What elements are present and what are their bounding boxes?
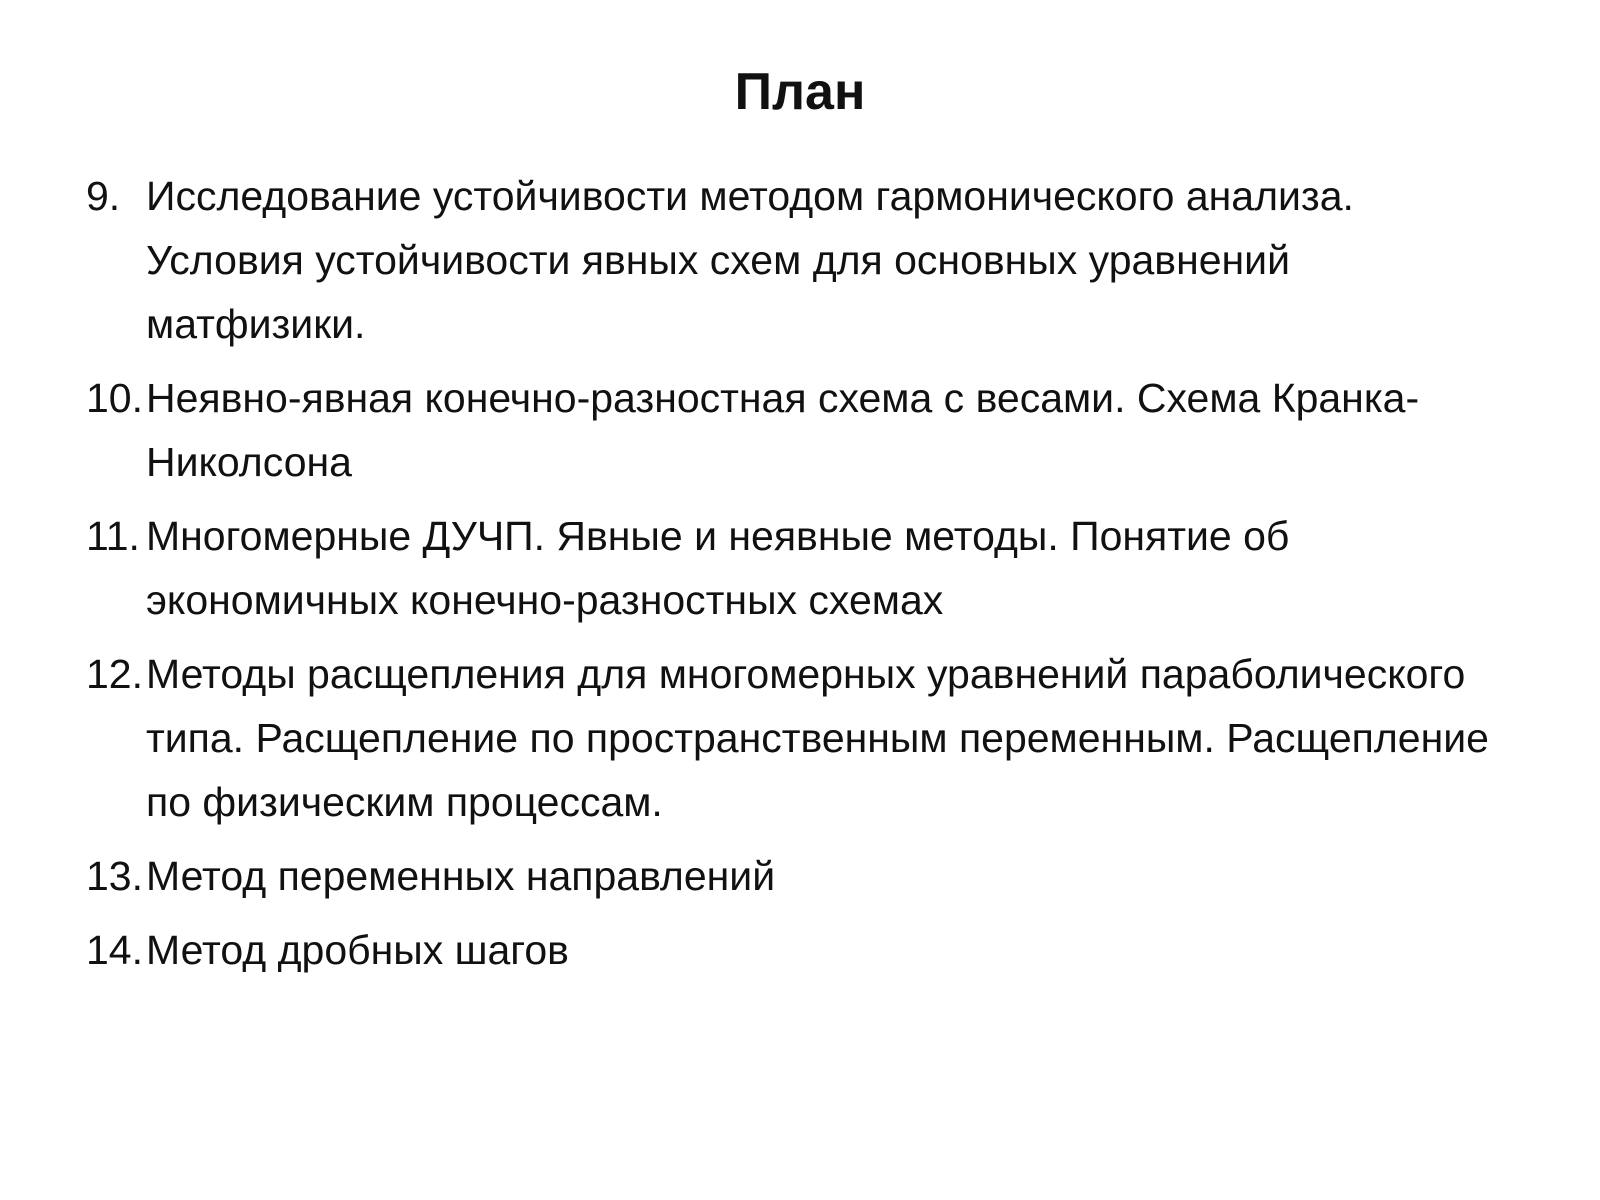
plan-item-number: 9. [86, 173, 121, 219]
plan-item-number: 12. [86, 651, 143, 697]
plan-item-number: 14. [86, 927, 143, 973]
plan-item-number: 11. [86, 513, 140, 559]
plan-item-10 [86, 366, 1506, 494]
plan-item-text: Неявно-явная конечно-разностная схема с весами. Схема Кранка-Николсона [146, 375, 1420, 485]
plan-item-number: 13. [86, 853, 143, 899]
plan-item-text: Метод переменных направлений [146, 853, 776, 899]
plan-item-text: Многомерные ДУЧП. Явные и неявные методы. Понятие об экономичных конечно-разностных схемах [146, 513, 1290, 623]
plan-item-11 [86, 504, 1506, 632]
plan-item-text: Метод дробных шагов [146, 927, 569, 973]
plan-item-text: Исследование устойчивости методом гармонического анализа. Условия устойчивости явных схем для основных уравнений матфизики. [146, 173, 1354, 347]
plan-item-13 [86, 844, 1506, 908]
plan-item-14 [86, 918, 1506, 982]
slide-title: План [734, 63, 866, 121]
plan-item-text: Методы расщепления для многомерных уравнений параболического типа. Расщепление по пространственным переменным. Расщепление по физическим процессам. [146, 651, 1489, 825]
plan-item-9 [86, 164, 1506, 356]
plan-item-12 [86, 642, 1506, 834]
plan-list [86, 164, 1506, 992]
plan-item-number: 10. [86, 375, 143, 421]
